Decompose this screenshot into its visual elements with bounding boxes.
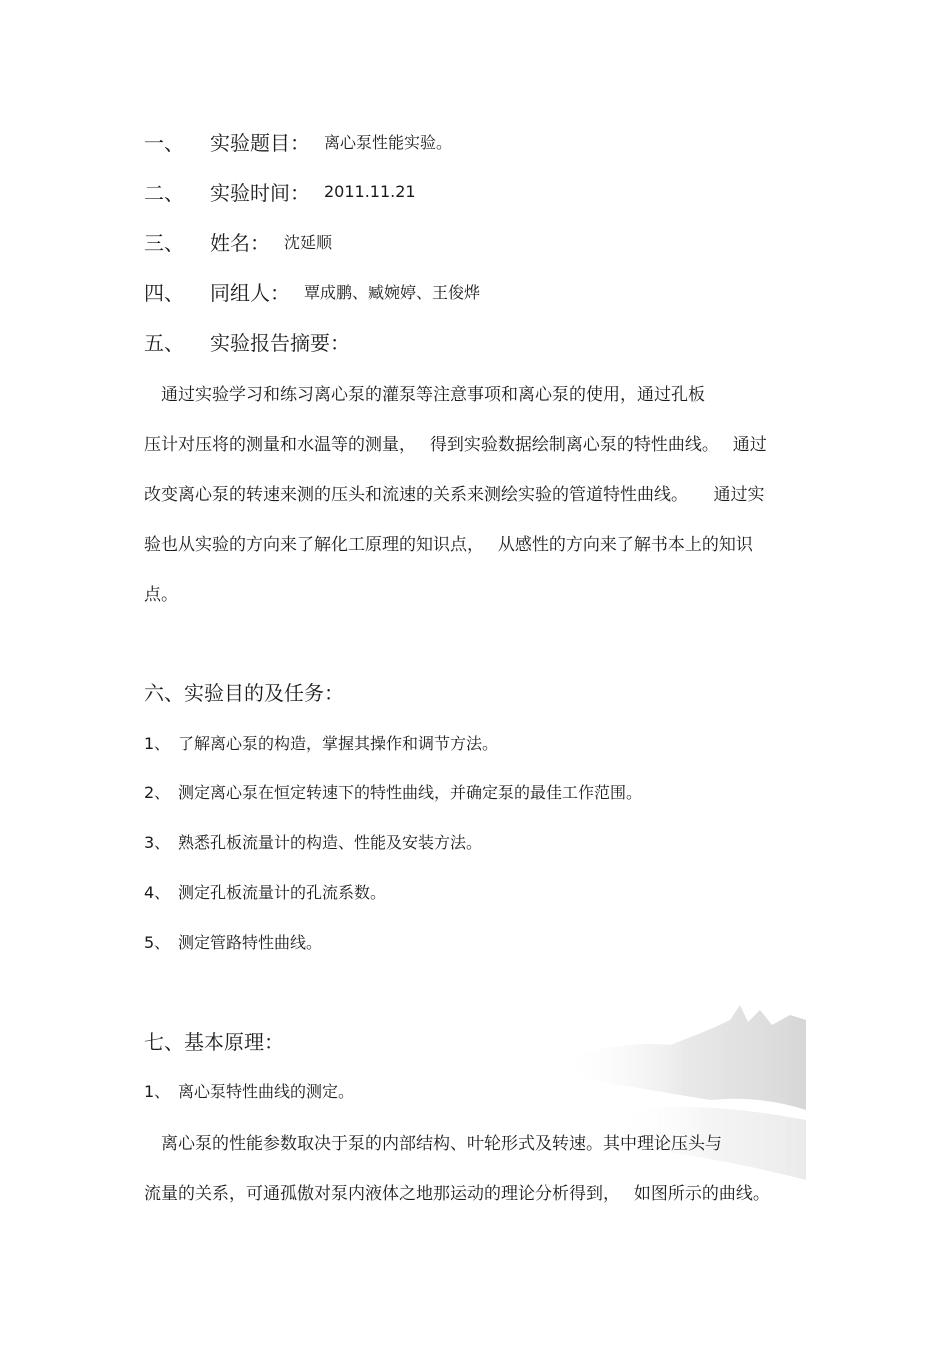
row-value: 覃成鹏、臧婉婷、王俊烨 <box>304 282 481 302</box>
header-row-time <box>144 176 416 206</box>
row-label: 实验报告摘要： <box>210 330 350 355</box>
item-text: 了解离心泵的构造，掌握其操作和调节方法。 <box>178 734 499 753</box>
item-text: 测定管路特性曲线。 <box>178 933 323 952</box>
row-value: 沈延顺 <box>284 232 333 252</box>
header-row-group <box>144 276 480 306</box>
row-value: 离心泵性能实验。 <box>324 132 453 152</box>
header-row-name <box>144 226 332 256</box>
list-item <box>144 830 482 853</box>
abstract-line: 验也从实验的方向来了解化工原理的知识点， 从感性的方向来了解书本上的知识 <box>144 535 753 555</box>
item-number: 5、 <box>144 933 171 952</box>
abstract-line: 点。 <box>144 585 178 605</box>
row-number: 五、 <box>144 330 184 355</box>
row-number: 三、 <box>144 230 184 255</box>
item-text: 测定离心泵在恒定转速下的特性曲线，并确定泵的最佳工作范围。 <box>178 783 643 802</box>
abstract-line: 通过实验学习和练习离心泵的灌泵等注意事项和离心泵的使用，通过孔板 <box>144 385 705 405</box>
item-number: 2、 <box>144 783 171 802</box>
section-title-objectives: 六、实验目的及任务： <box>144 681 344 705</box>
item-text: 熟悉孔板流量计的构造、性能及安装方法。 <box>178 833 483 852</box>
row-label: 姓名： <box>210 230 270 255</box>
row-label: 实验时间： <box>210 180 310 205</box>
item-text: 离心泵特性曲线的测定。 <box>178 1082 355 1101</box>
row-label: 同组人： <box>210 280 290 305</box>
list-item <box>144 1079 354 1102</box>
header-row-abstract <box>144 326 350 356</box>
row-label: 实验题目： <box>210 130 310 155</box>
abstract-line: 改变离心泵的转速来测的压头和流速的关系来测绘实验的管道特性曲线。 通过实 <box>144 485 765 505</box>
item-number: 1、 <box>144 1082 171 1101</box>
list-item <box>144 780 642 803</box>
item-number: 3、 <box>144 833 171 852</box>
list-item <box>144 880 386 903</box>
row-number: 四、 <box>144 280 184 305</box>
list-item <box>144 731 498 754</box>
row-number: 一、 <box>144 130 184 155</box>
row-number: 二、 <box>144 180 184 205</box>
item-text: 测定孔板流量计的孔流系数。 <box>178 883 387 902</box>
list-item <box>144 930 322 953</box>
item-number: 4、 <box>144 883 171 902</box>
principle-line: 流量的关系，可通孤傲对泵内液体之地那运动的理论分析得到， 如图所示的曲线。 <box>144 1184 770 1204</box>
section-title-principles: 七、基本原理： <box>144 1030 284 1054</box>
item-number: 1、 <box>144 734 171 753</box>
principle-line: 离心泵的性能参数取决于泵的内部结构、叶轮形式及转速。其中理论压头与 <box>144 1134 722 1154</box>
abstract-line: 压计对压将的测量和水温等的测量， 得到实验数据绘制离心泵的特性曲线。 通过 <box>144 435 767 455</box>
row-value: 2011.11.21 <box>324 181 416 201</box>
header-row-title <box>144 126 452 156</box>
